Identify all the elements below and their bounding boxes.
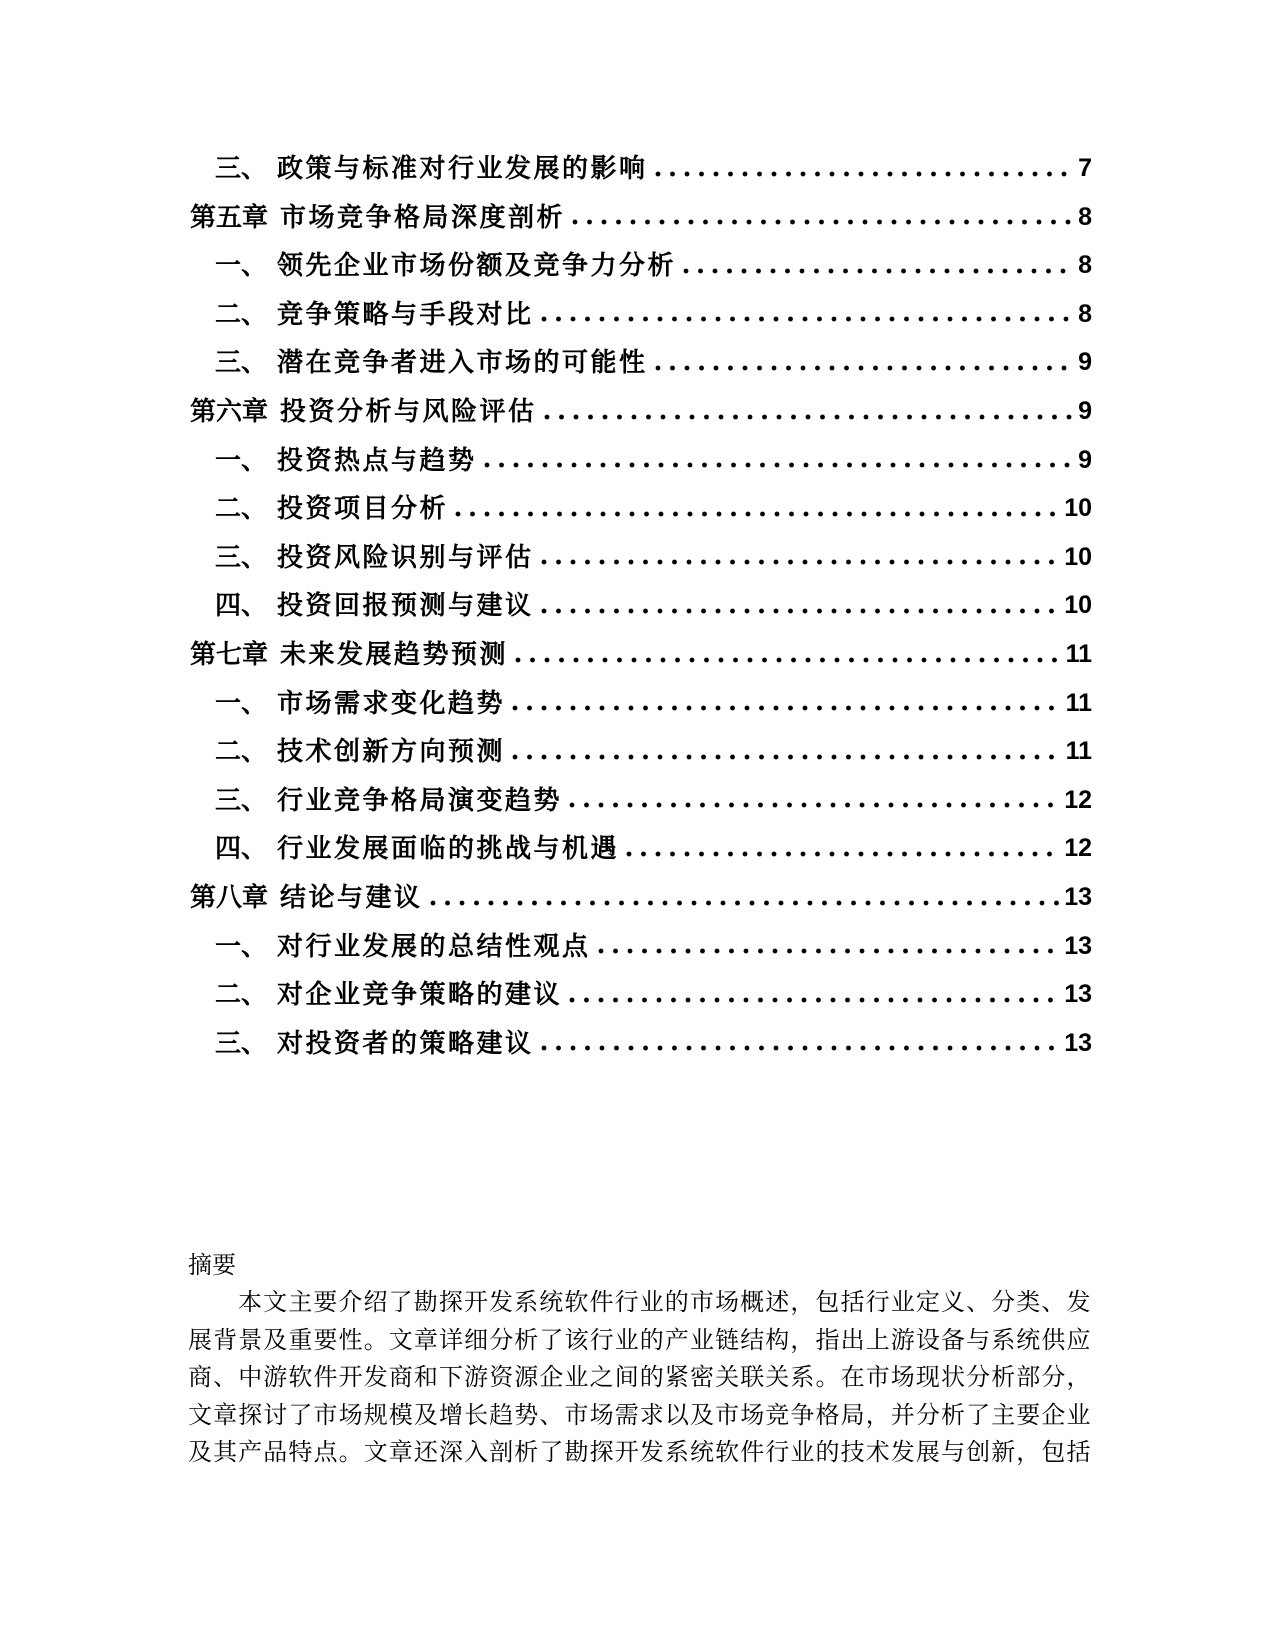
toc-entry-page: 9 xyxy=(1078,348,1092,377)
abstract-section xyxy=(188,1248,1091,1472)
toc-entry-title: 投资风险识别与评估 xyxy=(277,541,534,572)
toc-dot-leader xyxy=(653,338,1076,387)
toc-dot-leader xyxy=(624,824,1061,873)
toc-entry-number: 四、 xyxy=(215,833,268,864)
toc-entry-page: 13 xyxy=(1064,882,1092,911)
toc-entry-title: 技术创新方向预测 xyxy=(277,736,506,767)
toc-entry-page: 11 xyxy=(1065,639,1092,668)
toc-dot-leader xyxy=(453,484,1061,533)
abstract-line: 及其产品特点。文章还深入剖析了勘探开发系统软件行业的技术发展与创新，包括 xyxy=(188,1440,1091,1467)
toc-dot-leader xyxy=(570,193,1075,242)
toc-dot-leader xyxy=(428,873,1062,922)
toc-entry-title: 投资分析与风险评估 xyxy=(280,395,537,426)
toc-entry-title: 投资回报预测与建议 xyxy=(277,590,534,621)
toc-entry[interactable] xyxy=(190,144,1092,193)
toc-list xyxy=(190,144,1092,1067)
abstract-line: 本文主要介绍了勘探开发系统软件行业的市场概述，包括行业定义、分类、发 xyxy=(238,1290,1091,1317)
toc-dot-leader xyxy=(539,581,1062,630)
toc-entry-title: 行业竞争格局演变趋势 xyxy=(277,784,563,815)
toc-entry-page: 11 xyxy=(1065,688,1092,717)
toc-entry-title: 未来发展趋势预测 xyxy=(280,638,509,669)
toc-entry-number: 三、 xyxy=(215,153,268,183)
toc-entry-number: 二、 xyxy=(215,736,268,767)
toc-dot-leader xyxy=(482,436,1076,485)
toc-entry-title: 行业发展面临的挑战与机遇 xyxy=(277,833,620,864)
toc-entry-number: 一、 xyxy=(215,930,268,961)
toc-dot-leader xyxy=(542,387,1076,436)
toc-entry-title: 政策与标准对行业发展的影响 xyxy=(277,153,648,183)
toc-dot-leader xyxy=(567,970,1061,1019)
abstract-line: 商、中游软件开发商和下游资源企业之间的紧密关联关系。在市场现状分析部分， xyxy=(188,1365,1091,1392)
toc-entry[interactable] xyxy=(190,387,1092,436)
toc-dot-leader xyxy=(539,1019,1062,1068)
toc-dot-leader xyxy=(539,290,1076,339)
toc-dot-leader xyxy=(513,630,1063,679)
toc-entry[interactable] xyxy=(190,338,1092,387)
toc-entry-number: 二、 xyxy=(215,493,268,524)
toc-entry-title: 潜在竞争者进入市场的可能性 xyxy=(277,347,648,378)
toc-entry[interactable] xyxy=(190,290,1092,339)
toc-entry-number: 二、 xyxy=(215,979,268,1010)
toc-entry-page: 8 xyxy=(1078,299,1092,328)
toc-entry-number: 第七章 xyxy=(190,638,269,669)
toc-entry-page: 7 xyxy=(1078,154,1092,182)
toc-entry-number: 一、 xyxy=(215,250,268,281)
toc-entry-number: 第五章 xyxy=(190,201,269,232)
toc-entry-title: 对企业竞争策略的建议 xyxy=(277,979,563,1010)
toc-entry-page: 10 xyxy=(1064,542,1092,571)
toc-entry-number: 一、 xyxy=(215,444,268,475)
toc-entry-title: 投资项目分析 xyxy=(277,493,449,524)
toc-entry[interactable] xyxy=(190,727,1092,776)
toc-entry[interactable] xyxy=(190,922,1092,971)
toc-entry-page: 8 xyxy=(1078,202,1092,231)
toc-entry[interactable] xyxy=(190,1019,1092,1068)
toc-entry-page: 13 xyxy=(1064,1028,1092,1057)
toc-entry-page: 10 xyxy=(1064,494,1092,523)
toc-entry-page: 13 xyxy=(1064,980,1092,1009)
toc-dot-leader xyxy=(653,144,1076,193)
toc-entry-title: 竞争策略与手段对比 xyxy=(277,298,534,329)
toc-entry-page: 12 xyxy=(1064,834,1092,863)
toc-entry[interactable] xyxy=(190,193,1092,242)
toc-entry-title: 市场竞争格局深度剖析 xyxy=(280,201,566,232)
toc-entry-page: 8 xyxy=(1078,251,1092,280)
toc-entry-number: 三、 xyxy=(215,541,268,572)
toc-entry[interactable] xyxy=(190,776,1092,825)
toc-entry[interactable] xyxy=(190,241,1092,290)
toc-entry-page: 10 xyxy=(1064,591,1092,620)
toc-entry-number: 三、 xyxy=(215,784,268,815)
toc-dot-leader xyxy=(510,727,1063,776)
toc-entry-number: 第六章 xyxy=(190,395,269,426)
toc-entry-title: 领先企业市场份额及竞争力分析 xyxy=(277,250,677,281)
toc-entry[interactable] xyxy=(190,970,1092,1019)
toc-entry[interactable] xyxy=(190,824,1092,873)
abstract-paragraph xyxy=(188,1285,1091,1472)
abstract-heading: 摘要 xyxy=(188,1253,236,1279)
toc-dot-leader xyxy=(596,922,1062,971)
toc-entry[interactable] xyxy=(190,484,1092,533)
toc-entry-page: 9 xyxy=(1078,445,1092,474)
toc-entry[interactable] xyxy=(190,873,1092,922)
toc-entry-number: 一、 xyxy=(215,687,268,718)
toc-entry-title: 结论与建议 xyxy=(280,881,423,912)
toc-dot-leader xyxy=(539,533,1062,582)
toc-entry[interactable] xyxy=(190,630,1092,679)
toc-dot-leader xyxy=(681,241,1075,290)
toc-entry-page: 13 xyxy=(1064,931,1092,960)
toc-entry-title: 对行业发展的总结性观点 xyxy=(277,930,591,961)
toc-dot-leader xyxy=(567,776,1061,825)
toc-entry-number: 三、 xyxy=(215,347,268,378)
toc-entry-title: 投资热点与趋势 xyxy=(277,444,477,475)
toc-entry-page: 11 xyxy=(1065,737,1092,766)
abstract-line: 展背景及重要性。文章详细分析了该行业的产业链结构，指出上游设备与系统供应 xyxy=(188,1327,1091,1354)
toc-entry-page: 12 xyxy=(1064,785,1092,814)
toc-entry[interactable] xyxy=(190,533,1092,582)
toc-entry-number: 二、 xyxy=(215,298,268,329)
toc-entry-title: 对投资者的策略建议 xyxy=(277,1027,534,1058)
toc-entry-page: 9 xyxy=(1078,396,1092,425)
toc-dot-leader xyxy=(510,679,1063,728)
toc-entry-number: 三、 xyxy=(215,1027,268,1058)
toc-entry-number: 四、 xyxy=(215,590,268,621)
toc-entry[interactable] xyxy=(190,679,1092,728)
toc-entry-number: 第八章 xyxy=(190,881,269,912)
toc-entry[interactable] xyxy=(190,581,1092,630)
toc-entry-title: 市场需求变化趋势 xyxy=(277,687,506,718)
toc-entry[interactable] xyxy=(190,436,1092,485)
abstract-line: 文章探讨了市场规模及增长趋势、市场需求以及市场竞争格局，并分析了主要企业 xyxy=(188,1402,1091,1429)
